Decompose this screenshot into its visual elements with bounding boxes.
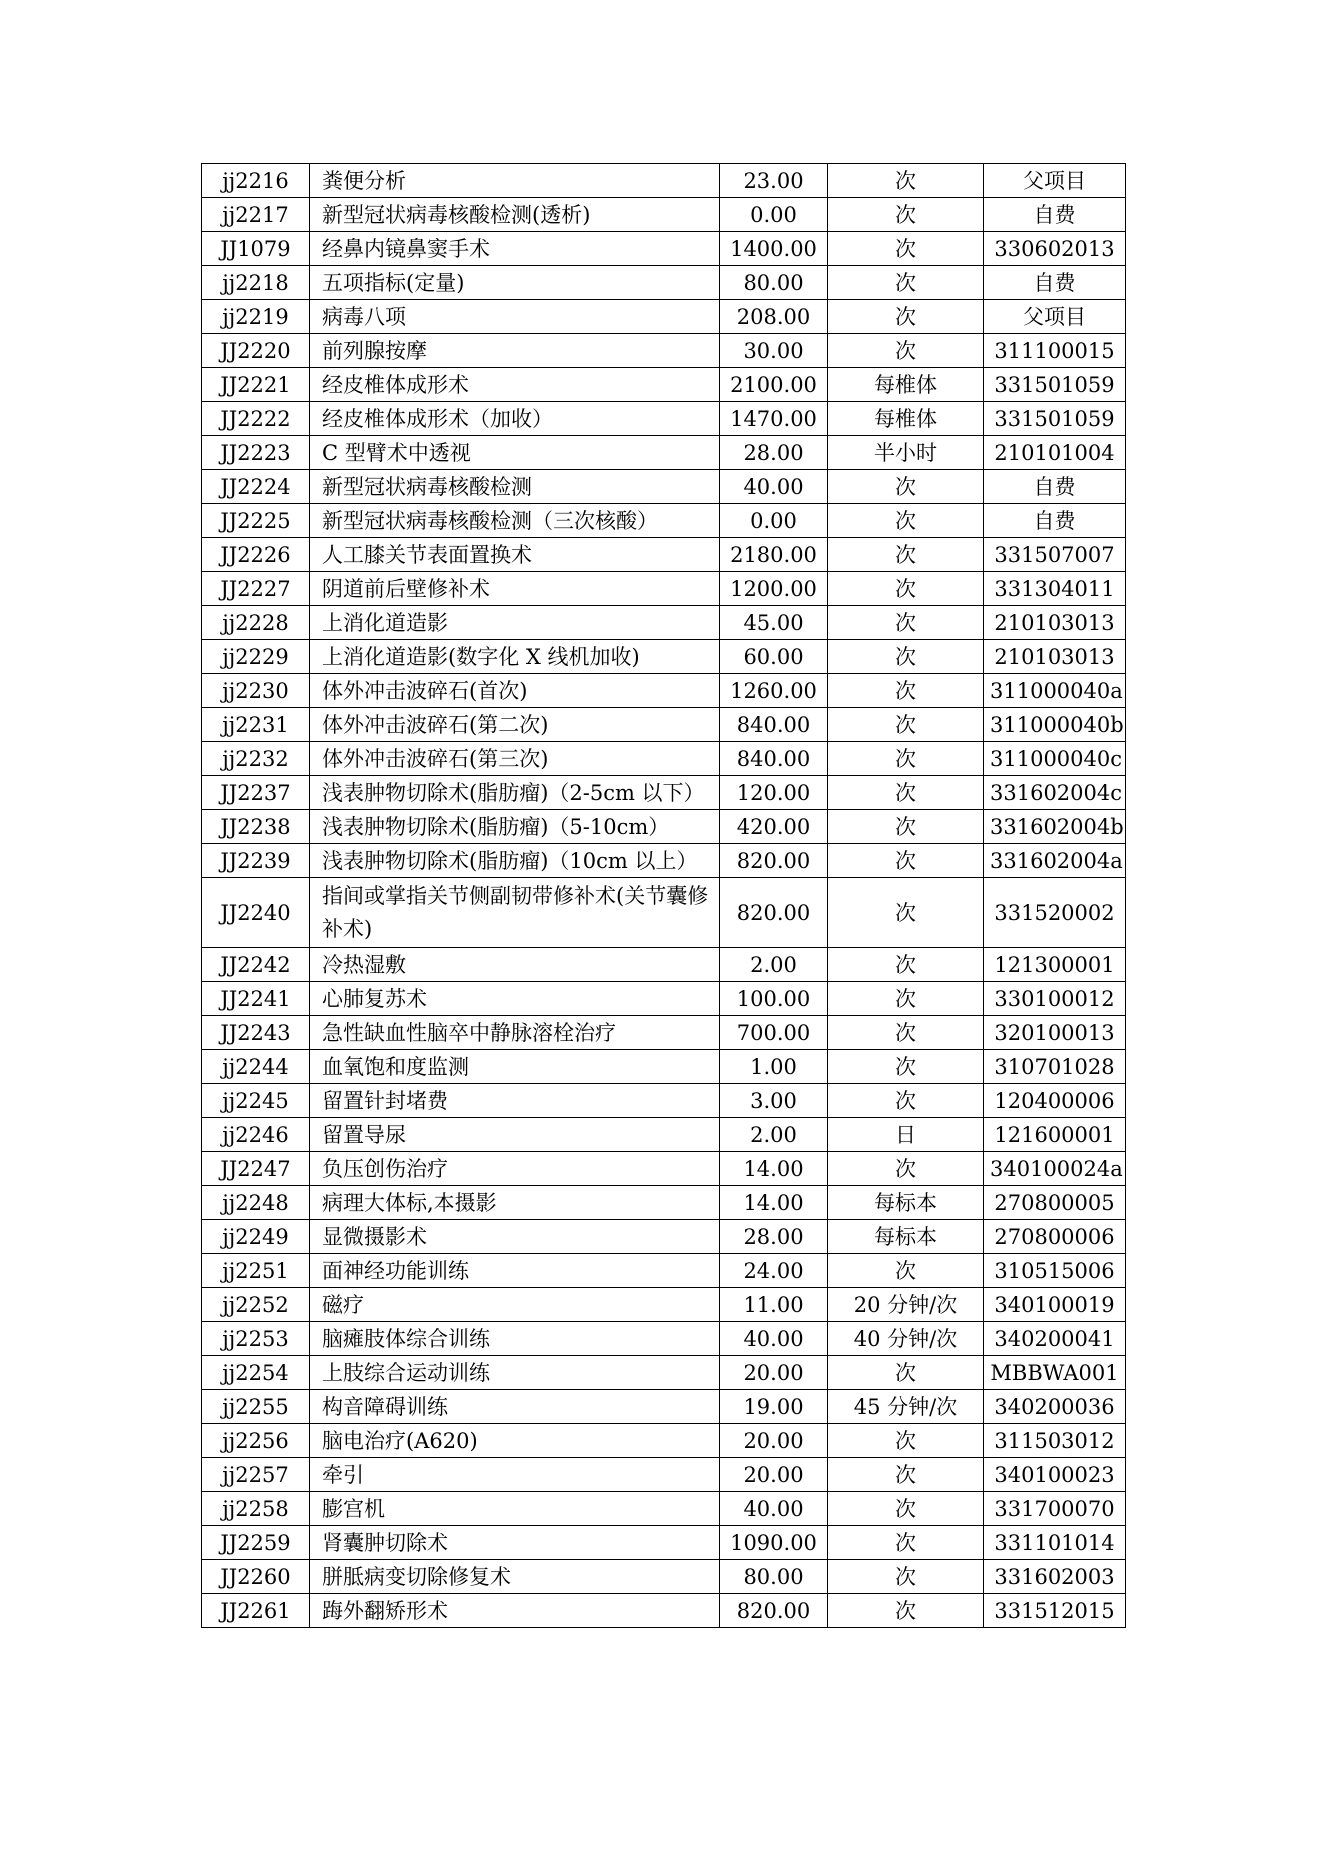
- table-row: [202, 674, 1126, 708]
- item-ref-code-cell: 340100019: [984, 1288, 1126, 1322]
- item-unit-cell: 次: [828, 1050, 984, 1084]
- item-ref-code-cell: 340100024a: [984, 1152, 1126, 1186]
- item-price-cell: 20.00: [720, 1424, 828, 1458]
- item-ref-code-cell: 自费: [984, 198, 1126, 232]
- item-unit-cell: 次: [828, 1492, 984, 1526]
- item-name-cell: 经鼻内镜鼻窦手术: [310, 232, 720, 266]
- table-row: [202, 878, 1126, 948]
- item-name-cell: 负压创伤治疗: [310, 1152, 720, 1186]
- item-name-cell: 显微摄影术: [310, 1220, 720, 1254]
- item-code-cell: jj2248: [202, 1186, 310, 1220]
- item-unit-cell: 日: [828, 1118, 984, 1152]
- item-ref-code-cell: 331602004c: [984, 776, 1126, 810]
- item-unit-cell: 次: [828, 844, 984, 878]
- table-row: [202, 708, 1126, 742]
- item-code-cell: jj2254: [202, 1356, 310, 1390]
- item-price-cell: 700.00: [720, 1016, 828, 1050]
- fee-table: [201, 163, 1126, 1628]
- item-ref-code-cell: 331101014: [984, 1526, 1126, 1560]
- item-price-cell: 28.00: [720, 1220, 828, 1254]
- table-row: [202, 368, 1126, 402]
- item-ref-code-cell: 340200041: [984, 1322, 1126, 1356]
- item-name-cell: 胼胝病变切除修复术: [310, 1560, 720, 1594]
- item-price-cell: 40.00: [720, 1322, 828, 1356]
- item-unit-cell: 次: [828, 334, 984, 368]
- item-code-cell: JJ2240: [202, 878, 310, 948]
- table-row: [202, 334, 1126, 368]
- item-code-cell: JJ2223: [202, 436, 310, 470]
- item-ref-code-cell: 331501059: [984, 402, 1126, 436]
- item-name-cell: 病毒八项: [310, 300, 720, 334]
- item-name-cell: 留置导尿: [310, 1118, 720, 1152]
- table-row: [202, 572, 1126, 606]
- item-code-cell: jj2232: [202, 742, 310, 776]
- item-price-cell: 208.00: [720, 300, 828, 334]
- item-code-cell: jj2251: [202, 1254, 310, 1288]
- item-unit-cell: 40 分钟/次: [828, 1322, 984, 1356]
- table-row: [202, 470, 1126, 504]
- item-name-cell: 上消化道造影(数字化 X 线机加收): [310, 640, 720, 674]
- item-unit-cell: 次: [828, 810, 984, 844]
- item-ref-code-cell: 311000040a: [984, 674, 1126, 708]
- item-name-cell: 心肺复苏术: [310, 982, 720, 1016]
- item-price-cell: 45.00: [720, 606, 828, 640]
- item-code-cell: jj2230: [202, 674, 310, 708]
- item-name-cell: 血氧饱和度监测: [310, 1050, 720, 1084]
- item-ref-code-cell: 320100013: [984, 1016, 1126, 1050]
- item-unit-cell: 次: [828, 164, 984, 198]
- item-code-cell: JJ2227: [202, 572, 310, 606]
- item-price-cell: 120.00: [720, 776, 828, 810]
- item-code-cell: jj2258: [202, 1492, 310, 1526]
- item-code-cell: jj2257: [202, 1458, 310, 1492]
- item-ref-code-cell: 331602003: [984, 1560, 1126, 1594]
- item-name-cell: 经皮椎体成形术: [310, 368, 720, 402]
- item-code-cell: JJ2225: [202, 504, 310, 538]
- table-row: [202, 776, 1126, 810]
- item-code-cell: jj2253: [202, 1322, 310, 1356]
- item-name-cell: C 型臂术中透视: [310, 436, 720, 470]
- table-row: [202, 982, 1126, 1016]
- item-ref-code-cell: 120400006: [984, 1084, 1126, 1118]
- item-ref-code-cell: 父项目: [984, 164, 1126, 198]
- item-name-cell: 上消化道造影: [310, 606, 720, 640]
- table-row: [202, 1322, 1126, 1356]
- item-ref-code-cell: 331501059: [984, 368, 1126, 402]
- item-unit-cell: 次: [828, 878, 984, 948]
- item-unit-cell: 每标本: [828, 1220, 984, 1254]
- item-price-cell: 30.00: [720, 334, 828, 368]
- item-code-cell: JJ2226: [202, 538, 310, 572]
- item-price-cell: 2.00: [720, 1118, 828, 1152]
- item-ref-code-cell: 自费: [984, 470, 1126, 504]
- item-ref-code-cell: 311000040b: [984, 708, 1126, 742]
- item-code-cell: jj2219: [202, 300, 310, 334]
- item-name-cell: 人工膝关节表面置换术: [310, 538, 720, 572]
- item-unit-cell: 次: [828, 1152, 984, 1186]
- table-row: [202, 232, 1126, 266]
- item-price-cell: 1090.00: [720, 1526, 828, 1560]
- item-price-cell: 14.00: [720, 1186, 828, 1220]
- table-row: [202, 1356, 1126, 1390]
- item-code-cell: JJ2222: [202, 402, 310, 436]
- item-ref-code-cell: 331602004a: [984, 844, 1126, 878]
- item-name-cell: 牵引: [310, 1458, 720, 1492]
- item-price-cell: 820.00: [720, 878, 828, 948]
- item-code-cell: jj2216: [202, 164, 310, 198]
- item-name-cell: 浅表肿物切除术(脂肪瘤)（2-5cm 以下）: [310, 776, 720, 810]
- item-name-cell: 脑瘫肢体综合训练: [310, 1322, 720, 1356]
- item-unit-cell: 半小时: [828, 436, 984, 470]
- item-name-cell: 浅表肿物切除术(脂肪瘤)（10cm 以上）: [310, 844, 720, 878]
- item-price-cell: 3.00: [720, 1084, 828, 1118]
- item-code-cell: JJ2259: [202, 1526, 310, 1560]
- table-row: [202, 1390, 1126, 1424]
- item-unit-cell: 次: [828, 538, 984, 572]
- item-name-cell: 构音障碍训练: [310, 1390, 720, 1424]
- table-row: [202, 1560, 1126, 1594]
- item-code-cell: JJ1079: [202, 232, 310, 266]
- item-unit-cell: 次: [828, 1084, 984, 1118]
- item-name-cell: 粪便分析: [310, 164, 720, 198]
- item-unit-cell: 次: [828, 948, 984, 982]
- item-code-cell: JJ2221: [202, 368, 310, 402]
- item-price-cell: 1400.00: [720, 232, 828, 266]
- table-row: [202, 1492, 1126, 1526]
- table-row: [202, 1084, 1126, 1118]
- table-row: [202, 1186, 1126, 1220]
- item-price-cell: 1.00: [720, 1050, 828, 1084]
- table-row: [202, 1526, 1126, 1560]
- item-code-cell: jj2256: [202, 1424, 310, 1458]
- item-price-cell: 2100.00: [720, 368, 828, 402]
- item-code-cell: JJ2243: [202, 1016, 310, 1050]
- item-unit-cell: 次: [828, 232, 984, 266]
- item-name-cell: 踇外翻矫形术: [310, 1594, 720, 1628]
- item-ref-code-cell: 310701028: [984, 1050, 1126, 1084]
- item-unit-cell: 45 分钟/次: [828, 1390, 984, 1424]
- item-unit-cell: 次: [828, 1356, 984, 1390]
- item-unit-cell: 次: [828, 776, 984, 810]
- table-row: [202, 640, 1126, 674]
- item-price-cell: 840.00: [720, 742, 828, 776]
- table-row: [202, 1254, 1126, 1288]
- fee-table-body: [202, 164, 1126, 1628]
- item-code-cell: jj2249: [202, 1220, 310, 1254]
- item-name-cell: 急性缺血性脑卒中静脉溶栓治疗: [310, 1016, 720, 1050]
- item-code-cell: jj2246: [202, 1118, 310, 1152]
- item-ref-code-cell: 310515006: [984, 1254, 1126, 1288]
- item-name-cell: 病理大体标,本摄影: [310, 1186, 720, 1220]
- item-price-cell: 840.00: [720, 708, 828, 742]
- item-name-cell: 留置针封堵费: [310, 1084, 720, 1118]
- item-code-cell: JJ2238: [202, 810, 310, 844]
- item-name-cell: 五项指标(定量): [310, 266, 720, 300]
- item-code-cell: JJ2247: [202, 1152, 310, 1186]
- item-price-cell: 24.00: [720, 1254, 828, 1288]
- item-code-cell: jj2218: [202, 266, 310, 300]
- item-name-cell: 膨宫机: [310, 1492, 720, 1526]
- item-ref-code-cell: 330602013: [984, 232, 1126, 266]
- item-name-cell: 脑电治疗(A620): [310, 1424, 720, 1458]
- item-ref-code-cell: 父项目: [984, 300, 1126, 334]
- item-name-cell: 体外冲击波碎石(第二次): [310, 708, 720, 742]
- item-ref-code-cell: 210103013: [984, 640, 1126, 674]
- item-price-cell: 11.00: [720, 1288, 828, 1322]
- item-name-cell: 肾囊肿切除术: [310, 1526, 720, 1560]
- item-price-cell: 820.00: [720, 1594, 828, 1628]
- item-ref-code-cell: 330100012: [984, 982, 1126, 1016]
- item-name-cell: 指间或掌指关节侧副韧带修补术(关节囊修补术): [310, 878, 720, 948]
- item-price-cell: 1200.00: [720, 572, 828, 606]
- item-price-cell: 0.00: [720, 198, 828, 232]
- table-row: [202, 742, 1126, 776]
- table-row: [202, 810, 1126, 844]
- table-row: [202, 1288, 1126, 1322]
- item-code-cell: jj2244: [202, 1050, 310, 1084]
- item-code-cell: jj2217: [202, 198, 310, 232]
- item-price-cell: 420.00: [720, 810, 828, 844]
- item-unit-cell: 次: [828, 266, 984, 300]
- item-ref-code-cell: 331304011: [984, 572, 1126, 606]
- item-code-cell: JJ2241: [202, 982, 310, 1016]
- table-row: [202, 844, 1126, 878]
- item-price-cell: 23.00: [720, 164, 828, 198]
- item-unit-cell: 20 分钟/次: [828, 1288, 984, 1322]
- item-code-cell: JJ2261: [202, 1594, 310, 1628]
- item-ref-code-cell: 311100015: [984, 334, 1126, 368]
- table-row: [202, 1458, 1126, 1492]
- item-price-cell: 40.00: [720, 1492, 828, 1526]
- item-ref-code-cell: 121300001: [984, 948, 1126, 982]
- table-row: [202, 1118, 1126, 1152]
- item-ref-code-cell: 自费: [984, 266, 1126, 300]
- item-ref-code-cell: MBBWA001: [984, 1356, 1126, 1390]
- table-row: [202, 1594, 1126, 1628]
- item-code-cell: jj2229: [202, 640, 310, 674]
- item-price-cell: 20.00: [720, 1458, 828, 1492]
- table-row: [202, 538, 1126, 572]
- item-unit-cell: 次: [828, 1594, 984, 1628]
- item-ref-code-cell: 311000040c: [984, 742, 1126, 776]
- item-price-cell: 40.00: [720, 470, 828, 504]
- table-row: [202, 198, 1126, 232]
- item-price-cell: 28.00: [720, 436, 828, 470]
- item-price-cell: 1260.00: [720, 674, 828, 708]
- item-code-cell: jj2255: [202, 1390, 310, 1424]
- item-unit-cell: 每椎体: [828, 402, 984, 436]
- table-row: [202, 606, 1126, 640]
- item-price-cell: 20.00: [720, 1356, 828, 1390]
- item-name-cell: 新型冠状病毒核酸检测(透析): [310, 198, 720, 232]
- item-price-cell: 2180.00: [720, 538, 828, 572]
- table-row: [202, 164, 1126, 198]
- table-row: [202, 402, 1126, 436]
- item-price-cell: 80.00: [720, 1560, 828, 1594]
- item-ref-code-cell: 340100023: [984, 1458, 1126, 1492]
- item-ref-code-cell: 331602004b: [984, 810, 1126, 844]
- item-name-cell: 经皮椎体成形术（加收）: [310, 402, 720, 436]
- table-row: [202, 1016, 1126, 1050]
- table-row: [202, 1220, 1126, 1254]
- item-name-cell: 新型冠状病毒核酸检测（三次核酸）: [310, 504, 720, 538]
- item-price-cell: 60.00: [720, 640, 828, 674]
- item-ref-code-cell: 121600001: [984, 1118, 1126, 1152]
- table-row: [202, 1152, 1126, 1186]
- item-unit-cell: 次: [828, 1016, 984, 1050]
- item-ref-code-cell: 331512015: [984, 1594, 1126, 1628]
- table-row: [202, 266, 1126, 300]
- item-unit-cell: 次: [828, 708, 984, 742]
- item-ref-code-cell: 210103013: [984, 606, 1126, 640]
- item-unit-cell: 次: [828, 1254, 984, 1288]
- item-ref-code-cell: 210101004: [984, 436, 1126, 470]
- item-unit-cell: 次: [828, 470, 984, 504]
- item-ref-code-cell: 331700070: [984, 1492, 1126, 1526]
- item-name-cell: 阴道前后壁修补术: [310, 572, 720, 606]
- item-unit-cell: 次: [828, 674, 984, 708]
- item-name-cell: 体外冲击波碎石(第三次): [310, 742, 720, 776]
- table-row: [202, 1050, 1126, 1084]
- item-ref-code-cell: 331507007: [984, 538, 1126, 572]
- table-row: [202, 300, 1126, 334]
- item-code-cell: jj2231: [202, 708, 310, 742]
- item-price-cell: 820.00: [720, 844, 828, 878]
- table-row: [202, 948, 1126, 982]
- item-name-cell: 上肢综合运动训练: [310, 1356, 720, 1390]
- item-code-cell: JJ2224: [202, 470, 310, 504]
- item-ref-code-cell: 自费: [984, 504, 1126, 538]
- item-unit-cell: 次: [828, 1526, 984, 1560]
- item-ref-code-cell: 270800005: [984, 1186, 1126, 1220]
- table-row: [202, 436, 1126, 470]
- item-code-cell: JJ2242: [202, 948, 310, 982]
- item-price-cell: 1470.00: [720, 402, 828, 436]
- item-name-cell: 前列腺按摩: [310, 334, 720, 368]
- item-unit-cell: 次: [828, 606, 984, 640]
- item-unit-cell: 次: [828, 982, 984, 1016]
- item-unit-cell: 次: [828, 1458, 984, 1492]
- item-ref-code-cell: 311503012: [984, 1424, 1126, 1458]
- item-price-cell: 2.00: [720, 948, 828, 982]
- item-unit-cell: 每标本: [828, 1186, 984, 1220]
- item-unit-cell: 次: [828, 742, 984, 776]
- item-ref-code-cell: 340200036: [984, 1390, 1126, 1424]
- item-code-cell: JJ2239: [202, 844, 310, 878]
- item-name-cell: 新型冠状病毒核酸检测: [310, 470, 720, 504]
- item-code-cell: jj2252: [202, 1288, 310, 1322]
- item-price-cell: 19.00: [720, 1390, 828, 1424]
- item-unit-cell: 次: [828, 198, 984, 232]
- item-name-cell: 冷热湿敷: [310, 948, 720, 982]
- item-unit-cell: 次: [828, 640, 984, 674]
- item-price-cell: 0.00: [720, 504, 828, 538]
- item-name-cell: 面神经功能训练: [310, 1254, 720, 1288]
- item-name-cell: 磁疗: [310, 1288, 720, 1322]
- item-unit-cell: 次: [828, 504, 984, 538]
- item-price-cell: 80.00: [720, 266, 828, 300]
- item-ref-code-cell: 331520002: [984, 878, 1126, 948]
- item-name-cell: 浅表肿物切除术(脂肪瘤)（5-10cm）: [310, 810, 720, 844]
- table-row: [202, 504, 1126, 538]
- table-row: [202, 1424, 1126, 1458]
- item-unit-cell: 次: [828, 1560, 984, 1594]
- item-code-cell: jj2228: [202, 606, 310, 640]
- item-unit-cell: 每椎体: [828, 368, 984, 402]
- item-code-cell: JJ2260: [202, 1560, 310, 1594]
- item-unit-cell: 次: [828, 1424, 984, 1458]
- item-code-cell: JJ2220: [202, 334, 310, 368]
- item-unit-cell: 次: [828, 572, 984, 606]
- item-price-cell: 100.00: [720, 982, 828, 1016]
- item-name-cell: 体外冲击波碎石(首次): [310, 674, 720, 708]
- item-code-cell: JJ2237: [202, 776, 310, 810]
- item-code-cell: jj2245: [202, 1084, 310, 1118]
- item-price-cell: 14.00: [720, 1152, 828, 1186]
- item-unit-cell: 次: [828, 300, 984, 334]
- item-ref-code-cell: 270800006: [984, 1220, 1126, 1254]
